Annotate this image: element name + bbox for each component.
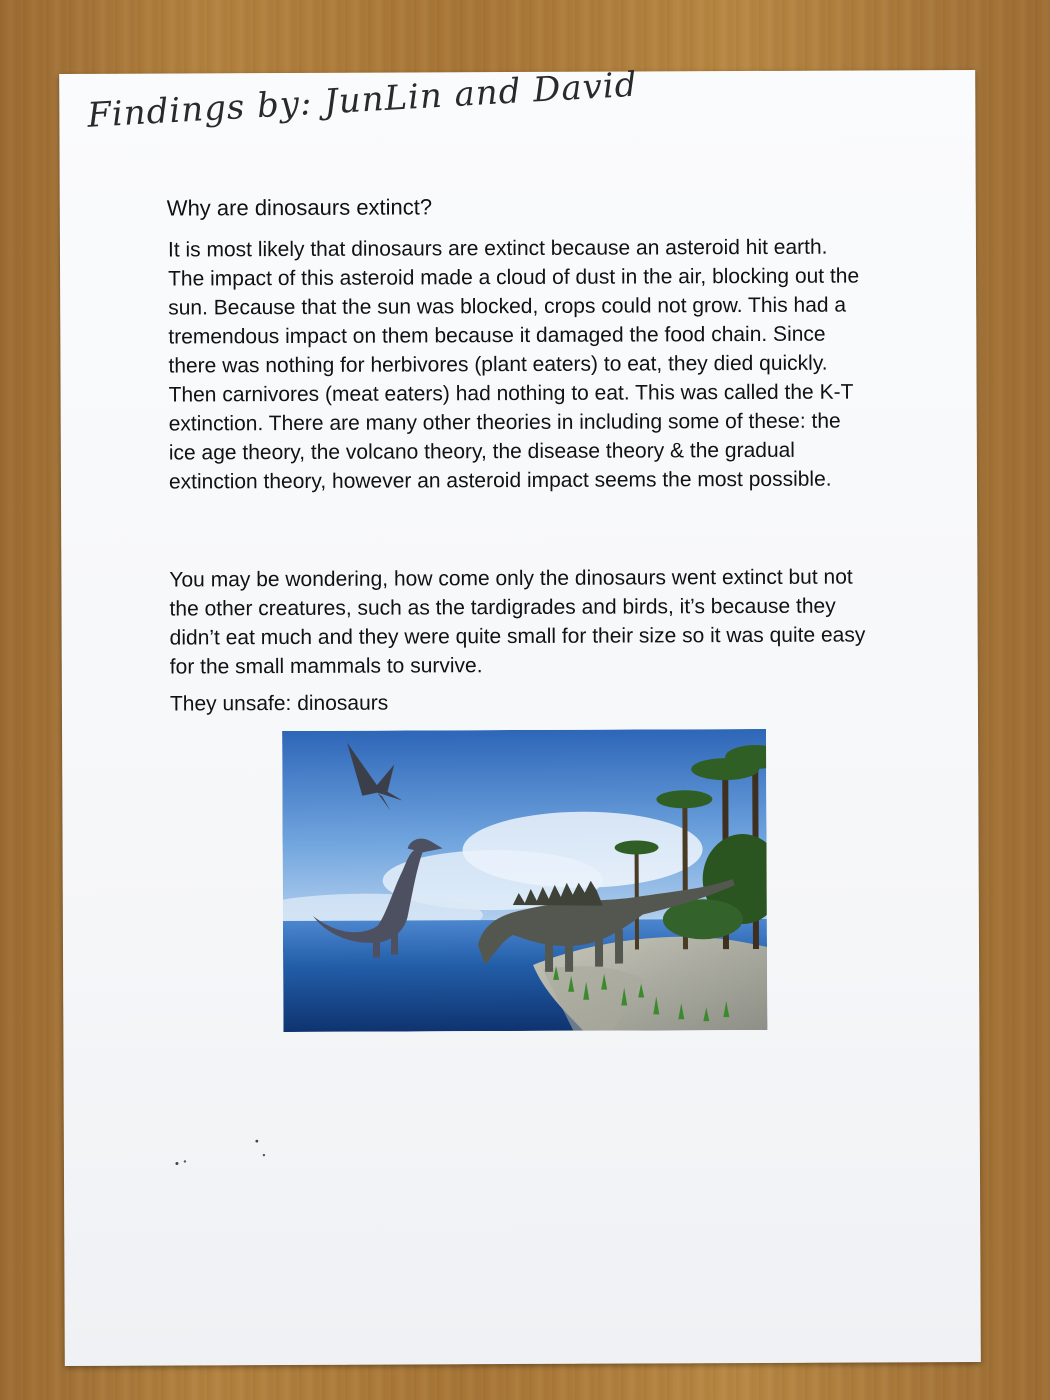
paragraph-survivors: You may be wondering, how come only the dinosaurs went extinct but not the other creatures, such as the tardigrades and birds, it’s because they didn’t eat much and they were quite small for their size so it was quite easy for the small mammals to survive.	[169, 565, 866, 679]
handwritten-note: Findings by: JunLin and David	[86, 64, 639, 136]
document-title: Why are dinosaurs extinct?	[166, 194, 433, 221]
paragraph-asteroid-theory: It is most likely that dinosaurs are extinct because an asteroid hit earth. The impact of this asteroid made a cloud of dust in the air, blocking out the sun. Because that the sun was blocked, crops could not grow. This had a tremendous impact on them because it damaged the food chain. Since there was nothing for herbivores (plant eaters) to eat, they died quickly. Then carnivores (meat eaters) had nothing to eat. This was called the K-T extinction. There are many other theories in including some of these: the ice age theory, the volcano theory, the disease theory & the gradual extinction theory, however an asteroid impact seems the most possible.	[167, 235, 860, 494]
paragraph-caption: They unsafe: dinosaurs	[169, 691, 389, 716]
dinosaur-illustration	[282, 729, 767, 1032]
paper-sheet	[59, 64, 981, 1366]
paper-specks	[169, 1133, 289, 1174]
